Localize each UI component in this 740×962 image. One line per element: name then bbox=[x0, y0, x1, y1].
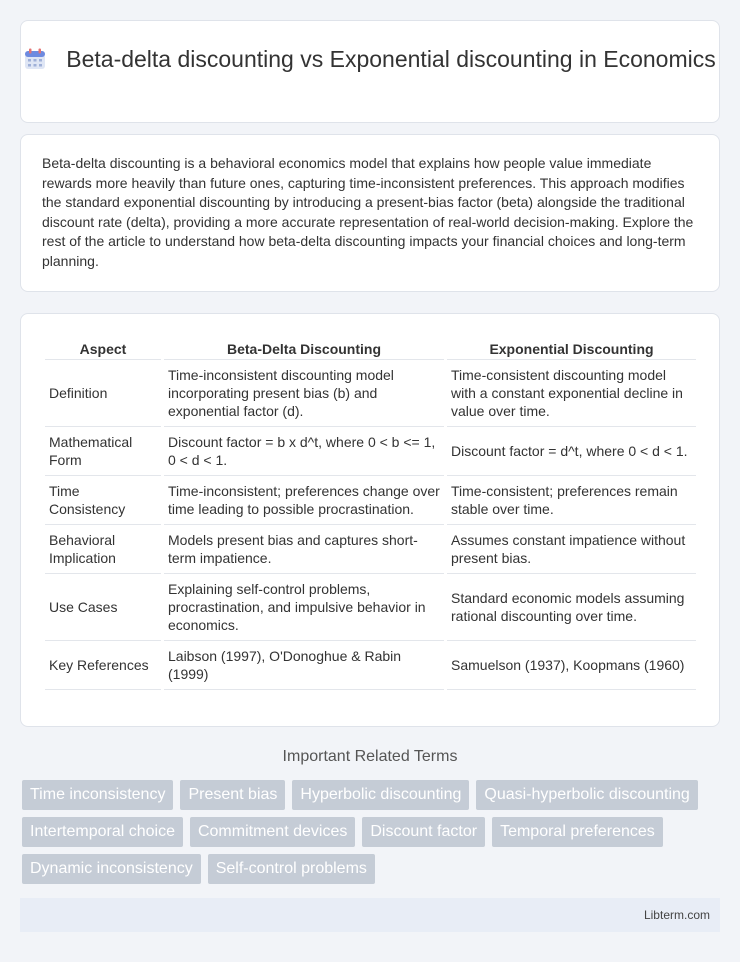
comparison-card bbox=[20, 313, 720, 727]
table-row bbox=[45, 525, 696, 574]
table-header-row bbox=[45, 334, 696, 360]
row-beta-delta: Laibson (1997), O'Donoghue & Rabin (1999) bbox=[164, 641, 444, 690]
header-aspect: Aspect bbox=[45, 334, 161, 360]
intro-card bbox=[20, 134, 720, 292]
footer bbox=[20, 898, 720, 932]
row-exponential: Time-consistent; preferences remain stable over time. bbox=[447, 476, 696, 525]
row-beta-delta: Explaining self-control problems, procrastination, and impulsive behavior in economics. bbox=[164, 574, 444, 641]
row-exponential: Samuelson (1937), Koopmans (1960) bbox=[447, 641, 696, 690]
related-terms-list bbox=[22, 780, 722, 884]
row-beta-delta: Time-inconsistent; preferences change over time leading to possible procrastination. bbox=[164, 476, 444, 525]
page-title-wrap bbox=[21, 45, 719, 74]
table-row bbox=[45, 427, 696, 476]
row-aspect: Definition bbox=[45, 360, 161, 427]
related-term-tag[interactable]: Time inconsistency bbox=[22, 780, 173, 810]
table-row bbox=[45, 360, 696, 427]
table-row bbox=[45, 641, 696, 690]
row-aspect: Time Consistency bbox=[45, 476, 161, 525]
related-term-tag[interactable]: Commitment devices bbox=[190, 817, 355, 847]
comparison-table bbox=[42, 334, 699, 690]
related-term-tag[interactable]: Hyperbolic discounting bbox=[292, 780, 469, 810]
related-term-tag[interactable]: Self-control problems bbox=[208, 854, 375, 884]
page-title: Beta-delta discounting vs Exponential discounting in Economics bbox=[66, 46, 716, 72]
related-term-tag[interactable]: Quasi-hyperbolic discounting bbox=[476, 780, 697, 810]
related-term-tag[interactable]: Temporal preferences bbox=[492, 817, 663, 847]
intro-paragraph: Beta-delta discounting is a behavioral economics model that explains how people value immediate rewards more heavily than future ones, capturing time-inconsistent preferences. This approach modifies the standard exponential discounting by introducing a present-bias factor (beta) alongside the traditional discount rate (delta), providing a more accurate representation of real-world decision-making. Explore the rest of the article to understand how beta-delta discounting impacts your financial choices and long-term planning. bbox=[42, 155, 694, 269]
row-beta-delta: Discount factor = b x d^t, where 0 < b <= 1, 0 < d < 1. bbox=[164, 427, 444, 476]
row-exponential: Discount factor = d^t, where 0 < d < 1. bbox=[447, 427, 696, 476]
related-terms-title: Important Related Terms bbox=[282, 748, 458, 765]
footer-site-link[interactable]: Libterm.com bbox=[643, 908, 710, 922]
row-beta-delta: Models present bias and captures short-term impatience. bbox=[164, 525, 444, 574]
row-aspect: Key References bbox=[45, 641, 161, 690]
related-term-tag[interactable]: Dynamic inconsistency bbox=[22, 854, 201, 884]
row-aspect: Use Cases bbox=[45, 574, 161, 641]
row-beta-delta: Time-inconsistent discounting model incorporating present bias (b) and exponential factor (d). bbox=[164, 360, 444, 427]
row-exponential: Standard economic models assuming rational discounting over time. bbox=[447, 574, 696, 641]
row-aspect: Behavioral Implication bbox=[45, 525, 161, 574]
table-row bbox=[45, 574, 696, 641]
related-term-tag[interactable]: Present bias bbox=[180, 780, 285, 810]
header-card bbox=[20, 20, 720, 123]
table-row bbox=[45, 476, 696, 525]
related-term-tag[interactable]: Discount factor bbox=[362, 817, 485, 847]
row-aspect: Mathematical Form bbox=[45, 427, 161, 476]
calendar-icon bbox=[24, 48, 46, 70]
header-beta-delta: Beta-Delta Discounting bbox=[164, 334, 444, 360]
row-exponential: Time-consistent discounting model with a constant exponential decline in value over time. bbox=[447, 360, 696, 427]
header-exponential: Exponential Discounting bbox=[447, 334, 696, 360]
row-exponential: Assumes constant impatience without present bias. bbox=[447, 525, 696, 574]
related-term-tag[interactable]: Intertemporal choice bbox=[22, 817, 183, 847]
